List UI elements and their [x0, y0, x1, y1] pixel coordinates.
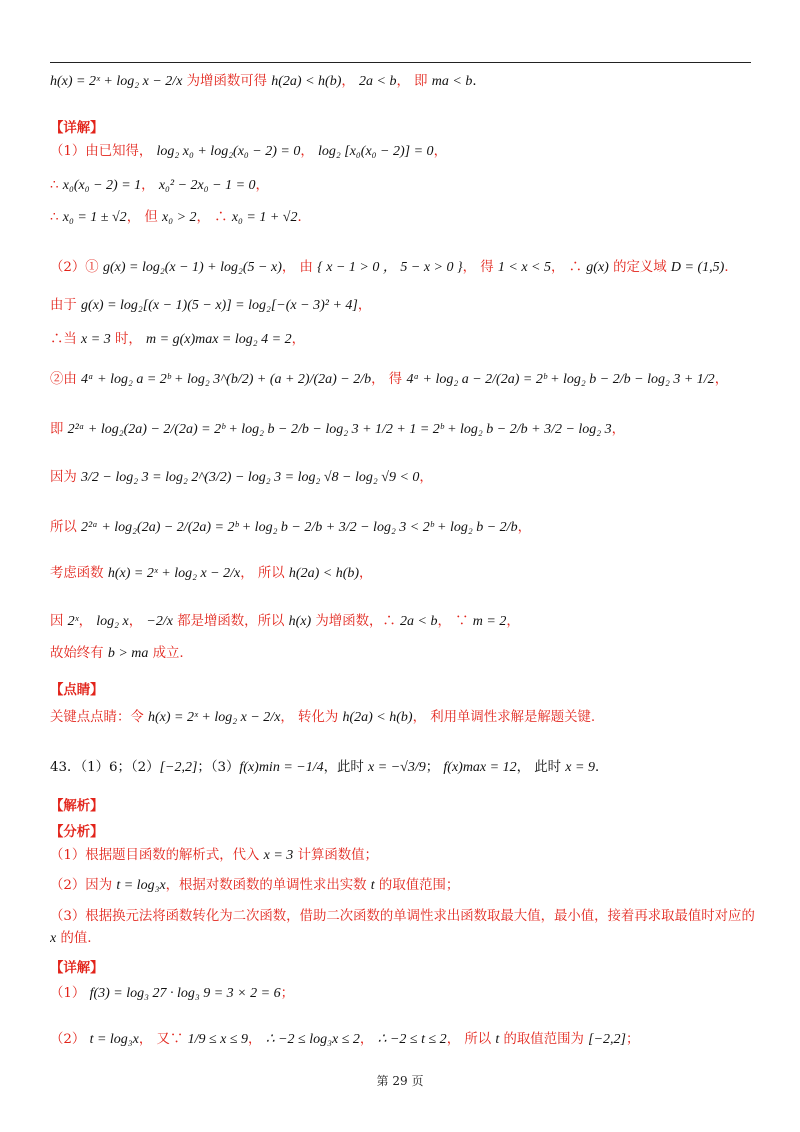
math-expression: log₂ x₀ + log₂(x₀ − 2) = 0: [156, 144, 301, 159]
math-expression: t: [495, 1032, 500, 1047]
text-line-l23: [50, 906, 755, 950]
math-expression: f(3) = log₃ 27 · log₃ 9 = 3 × 2 = 6: [89, 986, 281, 1001]
math-expression: log₂ x: [96, 614, 129, 629]
text-run: ，: [433, 144, 447, 159]
text-run: ∴: [50, 210, 63, 225]
text-run: 成立.: [148, 646, 184, 661]
math-expression: f(x)min = −1/4: [239, 760, 324, 775]
math-expression: ∴ −2 ≤ log₃x ≤ 2: [265, 1032, 360, 1047]
text-run: ；: [425, 760, 444, 775]
text-run: ，: [300, 144, 319, 159]
text-line-l15: [50, 644, 755, 664]
math-expression: h(2a) < h(b): [288, 566, 360, 581]
text-run: （1）根据题目函数的解析式，代入: [50, 848, 264, 863]
text-run: 所以: [50, 520, 82, 535]
text-run: ．: [594, 760, 609, 775]
text-line-l09: [50, 370, 755, 390]
text-run: ．: [472, 74, 486, 89]
math-expression: ma < b: [431, 74, 473, 89]
math-expression: log₂ [x₀(x₀ − 2)] = 0: [318, 144, 434, 159]
text-run: 的定义域: [608, 260, 671, 275]
text-run: ， 所以: [240, 566, 289, 581]
text-run: 都是增函数，所以: [172, 614, 289, 629]
text-run: ， ∴: [551, 260, 587, 275]
text-run: ， 利用单调性求解是解题关键.: [412, 710, 596, 725]
math-expression: h(x) = 2ˣ + log₂ x − 2/x: [107, 566, 241, 581]
text-run: （3）根据换元法将函数转化为二次函数，借助二次函数的单调性求出函数取最大值，最小值，接着再求取最值时对应的: [50, 909, 755, 924]
math-expression: 1/9 ≤ x ≤ 9: [187, 1032, 249, 1047]
math-expression: 2ˣ: [67, 614, 79, 629]
text-run: （1）: [50, 986, 90, 1001]
text-line-l01: [50, 72, 755, 92]
text-run: 计算函数值；: [293, 848, 378, 863]
math-expression: x₀ = 1 ± √2: [62, 210, 127, 225]
text-run: ，: [128, 614, 147, 629]
math-expression: m = 2: [472, 614, 507, 629]
math-expression: t = log₃x: [89, 1032, 139, 1047]
text-line-l26: [50, 1030, 755, 1050]
math-expression: x₀² − 2x₀ − 1 = 0: [158, 178, 256, 193]
math-expression: x = 9: [565, 760, 595, 775]
text-run: ， ∵: [437, 614, 473, 629]
text-run: 43．（1）6；（2）: [50, 760, 160, 775]
math-expression: x = 3: [81, 332, 111, 347]
text-run: ，此时: [323, 760, 369, 775]
text-run: （2）因为: [50, 878, 117, 893]
math-expression: t: [370, 878, 375, 893]
text-run: ，: [517, 520, 531, 535]
math-expression: x = 3: [263, 848, 294, 863]
text-line-l19: [50, 796, 755, 816]
text-line-l11: [50, 468, 755, 488]
text-run: ，: [714, 372, 729, 387]
text-run: ， 此时: [516, 760, 566, 775]
text-run: 【点睛】: [50, 682, 104, 698]
text-run: ，: [341, 74, 360, 89]
text-run: 考虑函数: [50, 566, 108, 581]
math-expression: x₀ > 2: [161, 210, 197, 225]
text-run: （2）①: [50, 260, 103, 275]
text-run: ；（3）: [197, 760, 240, 775]
text-run: ， 所以: [446, 1032, 496, 1047]
math-expression: x: [50, 931, 57, 946]
text-line-l04: [50, 176, 755, 196]
text-run: 【详解】: [50, 120, 104, 136]
text-line-l22: [50, 876, 755, 896]
text-run: ．: [724, 260, 738, 275]
text-line-l21: [50, 846, 755, 866]
text-run: ，: [357, 298, 372, 313]
math-expression: 3/2 − log₂ 3 = log₂ 2^(3/2) − log₂ 3 = log₂ √8 − log₂ √9 < 0: [81, 470, 420, 485]
math-expression: g(x): [586, 260, 609, 275]
math-expression: m = g(x)max = log₂ 4 = 2: [146, 332, 292, 347]
math-expression: h(x): [288, 614, 312, 629]
math-expression: t = log₃x: [116, 878, 166, 893]
math-expression: x = −√3/9: [368, 760, 426, 775]
math-expression: g(x) = log₂[(x − 1)(5 − x)] = log₂[−(x − 3)² + 4]: [81, 298, 358, 313]
math-expression: −2/x: [146, 614, 173, 629]
page-number: 第 29 页: [376, 1074, 424, 1088]
text-run: ；: [625, 1032, 640, 1047]
math-expression: 2a < b: [359, 74, 397, 89]
text-line-l07: [50, 296, 755, 316]
text-run: ，: [359, 1032, 378, 1047]
text-run: 即: [50, 422, 68, 437]
math-expression: 1 < x < 5: [497, 260, 551, 275]
text-run: （2）: [50, 1032, 90, 1047]
text-run: 因为: [50, 470, 82, 485]
text-line-l08: [50, 330, 755, 350]
text-run: ∴当: [50, 332, 82, 347]
text-run: 因: [50, 614, 68, 629]
text-run: ， ∴: [196, 210, 232, 225]
math-expression: h(2a) < h(b): [342, 710, 413, 725]
text-run: ，: [419, 470, 433, 485]
text-line-l12: [50, 518, 755, 538]
math-expression: h(x) = 2ˣ + log₂ x − 2/x: [50, 74, 183, 89]
text-run: ，: [291, 332, 305, 347]
math-expression: x₀(x₀ − 2) = 1: [62, 178, 142, 193]
text-run: 为增函数可得: [182, 74, 272, 89]
math-expression: 2a < b: [400, 614, 438, 629]
text-line-l16: [50, 680, 755, 700]
text-run: ，: [248, 1032, 266, 1047]
math-expression: [−2,2]: [588, 1032, 626, 1047]
text-run: ， 又∵: [138, 1032, 188, 1047]
text-line-l24: [50, 958, 755, 978]
text-line-l14: [50, 612, 755, 632]
text-line-l20: [50, 822, 755, 842]
text-run: 【分析】: [50, 824, 104, 840]
math-expression: 2²ᵃ + log₂(2a) − 2/(2a) = 2ᵇ + log₂ b − 2/b − log₂ 3 + 1/2 + 1 = 2ᵇ + log₂ b − 2/b + 3/2 − log₂ 3: [67, 422, 612, 437]
text-run: ，: [506, 614, 520, 629]
text-run: ， 由: [281, 260, 318, 275]
text-run: 的值.: [56, 931, 92, 946]
math-expression: f(x)max = 12: [443, 760, 517, 775]
text-run: ，: [255, 178, 269, 193]
text-line-l02: [50, 118, 755, 138]
text-run: 由于: [50, 298, 82, 313]
math-expression: 4ᵃ + log₂ a = 2ᵇ + log₂ 3^(b/2) + (a + 2)/(2a) − 2/b: [81, 372, 372, 387]
text-run: ，: [611, 422, 626, 437]
text-run: ， 得: [462, 260, 498, 275]
text-run: ， 但: [126, 210, 162, 225]
text-line-l10: [50, 420, 755, 440]
text-run: ， 得: [371, 372, 407, 387]
text-run: ∴: [50, 178, 63, 193]
text-run: 【解析】: [50, 798, 104, 814]
math-expression: x₀ = 1 + √2: [231, 210, 298, 225]
text-run: ，: [359, 566, 373, 581]
math-expression: ∴ −2 ≤ t ≤ 2: [377, 1032, 447, 1047]
text-run: 故始终有: [50, 646, 108, 661]
text-run: 的取值范围为: [499, 1032, 589, 1047]
math-expression: { x − 1 > 0 ， 5 − x > 0 }: [317, 260, 463, 275]
math-expression: 4ᵃ + log₂ a − 2/(2a) = 2ᵇ + log₂ b − 2/b − log₂ 3 + 1/2: [406, 372, 715, 387]
text-line-l18: [50, 758, 755, 778]
text-run: ，: [78, 614, 97, 629]
math-expression: D = (1,5): [670, 260, 725, 275]
text-run: ②由: [50, 372, 82, 387]
text-run: ；: [280, 986, 294, 1001]
text-run: ， 转化为: [280, 710, 343, 725]
math-expression: 2²ᵃ + log₂(2a) − 2/(2a) = 2ᵇ + log₂ b − 2/b + 3/2 − log₂ 3 < 2ᵇ + log₂ b − 2/b: [81, 520, 518, 535]
math-expression: h(2a) < h(b): [271, 74, 342, 89]
text-run: ， 即: [396, 74, 432, 89]
text-run: 为增函数，∴: [311, 614, 401, 629]
text-run: 的取值范围；: [374, 878, 460, 893]
math-expression: b > ma: [107, 646, 149, 661]
text-line-l06: [50, 258, 755, 278]
text-line-l05: [50, 208, 755, 228]
text-run: （1）由已知得，: [50, 144, 157, 159]
text-line-l25: [50, 984, 755, 1004]
text-line-l03: [50, 142, 755, 162]
text-run: ．: [297, 210, 311, 225]
text-run: 【详解】: [50, 960, 104, 976]
header-rule: [50, 62, 751, 63]
text-line-l17: [50, 708, 755, 728]
text-line-l13: [50, 564, 755, 584]
math-expression: g(x) = log₂(x − 1) + log₂(5 − x): [102, 260, 282, 275]
text-run: ，: [141, 178, 159, 193]
text-run: ，根据对数函数的单调性求出实数: [165, 878, 371, 893]
math-expression: h(x) = 2ˣ + log₂ x − 2/x: [148, 710, 281, 725]
math-expression: [−2,2]: [159, 760, 198, 775]
text-run: 时，: [110, 332, 147, 347]
text-run: 关键点点睛：令: [50, 710, 148, 725]
